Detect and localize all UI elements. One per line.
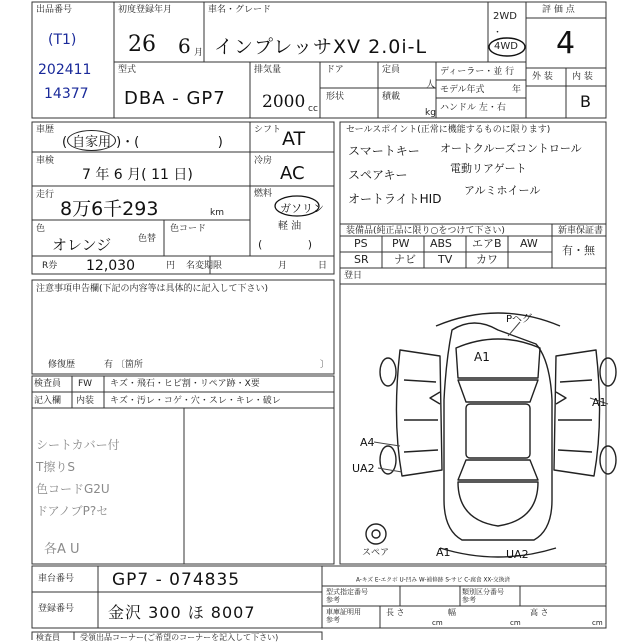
model-year-unit: 年 [512, 85, 522, 95]
dealer-label: ディーラー・並 行 [440, 67, 515, 77]
color-code-label: 色コード [170, 224, 207, 234]
equipment-pw: PW [392, 237, 410, 250]
lot-number-2: 14377 [44, 86, 89, 102]
first-reg-year: 26 [128, 32, 156, 57]
repair-label: 修復歴 [48, 360, 76, 370]
diagram-mark: A4 [360, 436, 375, 449]
diagram-legend: A-キズ E-エクボ U-凹み W-補修跡 S-サビ C-腐食 XX-交換済 [356, 576, 511, 584]
model-spec-label: 型式指定番号 参考 [326, 588, 368, 604]
equipment-ps: PS [354, 237, 368, 250]
repair-value: 有 〔箇所 [104, 360, 143, 370]
inspector-note: ドアノブP?セ [36, 504, 109, 518]
class-label: 類別区分番号 参考 [462, 588, 504, 604]
fuel-light-oil: 軽 油 [278, 221, 302, 232]
inspection-label: 車検 [36, 156, 55, 166]
ac-label: 冷房 [254, 156, 273, 166]
repair-close: 〕 [320, 360, 330, 370]
registration-label: 登日 [344, 271, 363, 281]
inspector-label-2: 記入欄 [34, 396, 62, 406]
width-unit: cm [510, 619, 521, 627]
selling-point-item: スペアキー [348, 168, 408, 182]
equipment-airbag: エアB [472, 237, 502, 250]
selling-point-item: オートクルーズコントロール [440, 142, 582, 155]
expiry-month: 月 [278, 261, 288, 271]
color-value: オレンジ [52, 236, 112, 254]
inspector-fw: FW [78, 379, 93, 389]
equipment-sr: SR [354, 253, 369, 266]
model-label: 型式 [118, 65, 137, 75]
chassis-value: GP7 - 074835 [112, 570, 241, 590]
equipment-tv: TV [438, 253, 453, 266]
shift-label: シフト [254, 125, 282, 135]
equipment-label: 装備品(純正品に限り○をつけて下さい) [346, 226, 505, 236]
bottom-inspector-label: 検査員 [36, 633, 60, 642]
drive-4wd: 4WD [494, 41, 518, 52]
capacity-unit: 人 [426, 80, 436, 90]
displacement-value: 2000 [262, 92, 306, 112]
expiry-day: 日 [318, 261, 328, 271]
fuel-paren: ( ) [258, 238, 313, 251]
equipment-aw: AW [520, 237, 538, 250]
diagram-mark: A1 [592, 396, 607, 409]
diagram-mark: A1 [436, 546, 451, 559]
height-unit: cm [592, 619, 603, 627]
equipment-navi: ナビ [394, 253, 416, 266]
handle-label: ハンドル 左・右 [440, 103, 506, 113]
interior-score: B [580, 92, 591, 111]
shift-value: AT [282, 128, 306, 150]
model-value: DBA - GP7 [124, 88, 226, 109]
car-name: インプレッサXV 2.0i-L [214, 36, 428, 58]
shape-label: 形状 [326, 92, 345, 102]
mileage-unit: km [210, 208, 224, 218]
load-unit: kg [425, 108, 436, 118]
selling-point-item: アルミホイール [464, 184, 541, 197]
selling-points-label: セールスポイント(正常に機能するものに限ります) [346, 125, 551, 135]
diagram-mark: UA2 [506, 548, 529, 561]
usage-circled: 自家用 [67, 130, 116, 151]
displacement-label: 排気量 [254, 65, 282, 75]
inspector-note: T擦りS [36, 460, 75, 474]
load-label: 積載 [382, 92, 401, 102]
mileage-label: 走行 [36, 190, 55, 200]
bottom-corner-label: 受領出品コーナー(ご希望のコーナーを記入して下さい) [80, 633, 279, 642]
length-unit: cm [432, 619, 443, 627]
inspector-label-1: 検査員 [34, 379, 62, 389]
door-label: ドア [326, 65, 344, 75]
score-value: 4 [556, 26, 576, 61]
selling-point-item: 電動リアゲート [450, 162, 527, 175]
equipment-abs: ABS [430, 237, 452, 250]
equipment-leather: カワ [476, 253, 498, 266]
recycle-label: R券 [42, 261, 58, 271]
first-reg-unit: 月 [194, 48, 204, 58]
length-label: 長 さ [386, 608, 405, 617]
lot-number-1: 202411 [38, 62, 92, 78]
usage-value: ( 自家用 )・( ) [62, 130, 223, 151]
inspector-note: 色コードG2U [36, 482, 110, 496]
interior-label: 内 装 [572, 72, 593, 82]
lot-label: 出品番号 [36, 5, 73, 15]
ac-value: AC [280, 163, 305, 184]
fuel-label: 燃料 [254, 189, 273, 199]
warranty-value: 有・無 [562, 244, 595, 257]
inspector-row-1: キズ・飛石・ヒビ割・リペア跡・X要 [110, 379, 260, 389]
capacity-label: 定員 [382, 65, 401, 75]
mileage-value: 8万6千293 [60, 198, 159, 220]
lot-prefix: (T1) [48, 32, 77, 48]
warranty-label: 新車保証書 [558, 226, 604, 236]
reg-number-label: 登録番号 [38, 604, 75, 614]
recycle-value: 12,030 [86, 258, 135, 274]
diagram-mark: UA2 [352, 462, 375, 475]
fuel-value: ガソリン [280, 202, 324, 215]
model-year-label: モデル年式 [440, 85, 485, 95]
inspector-row-2: キズ・汚レ・コゲ・穴・スレ・キレ・破レ [110, 396, 281, 406]
exterior-label: 外 装 [532, 72, 553, 82]
inspector-note: シートカバー付 [36, 438, 120, 452]
drive-separator: ・ [493, 28, 503, 38]
diagram-mark: A1 [474, 350, 490, 364]
displacement-unit: cc [308, 104, 318, 114]
height-label: 高 さ [530, 608, 549, 617]
inspector-note: 各A U [44, 542, 80, 557]
first-reg-label: 初度登録年月 [118, 5, 173, 15]
color-label: 色 [36, 224, 46, 234]
reg-number-value: 金沢 300 ほ 8007 [108, 603, 256, 622]
selling-point-item: スマートキー [348, 144, 420, 158]
first-reg-month: 6 [178, 34, 191, 58]
recycle-unit: 円 [166, 261, 176, 271]
garage-cert-label: 車庫証明用 参考 [326, 608, 361, 624]
notes-label: 注意事項申告欄(下記の内容等は具体的に記入して下さい) [36, 284, 269, 294]
score-label: 評 価 点 [542, 5, 575, 15]
color-change-label: 色替 [138, 234, 157, 244]
width-label: 幅 [448, 608, 456, 617]
inspector-naiso: 内装 [76, 396, 95, 406]
usage-label: 車歴 [36, 125, 55, 135]
drive-2wd: 2WD [493, 11, 517, 22]
chassis-label: 車台番号 [38, 574, 75, 584]
diagram-spare-label: スペア [362, 548, 390, 558]
inspection-value: 7 年 6 月( 11 日) [82, 167, 193, 183]
selling-point-item: オートライトHID [348, 192, 442, 206]
expiry-label: 名変期限 [186, 261, 223, 271]
car-name-label: 車名・グレード [208, 5, 272, 15]
diagram-mark: Pヘグ [506, 314, 533, 325]
